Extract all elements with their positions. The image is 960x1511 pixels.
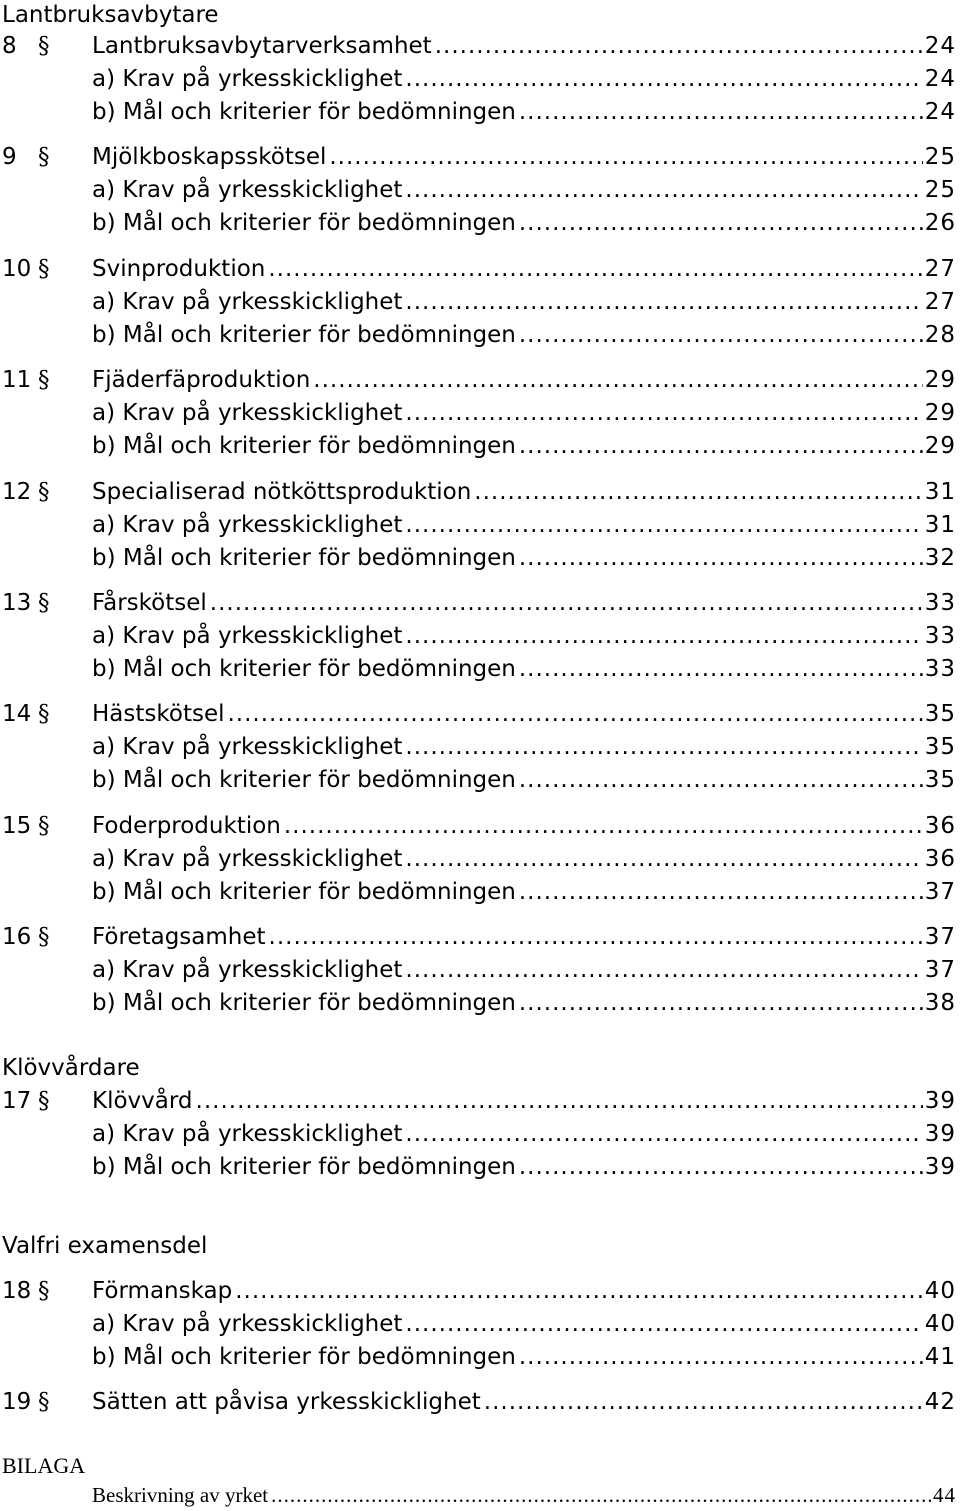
entry-number: 9 xyxy=(2,144,17,170)
dot-leader xyxy=(519,543,923,573)
page-number: 24 xyxy=(924,66,956,92)
dot-leader xyxy=(405,844,922,874)
toc-entry[interactable] xyxy=(2,142,956,172)
page-number: 44 xyxy=(933,1483,956,1507)
entry-title: Förmanskap xyxy=(92,1278,233,1304)
dot-leader xyxy=(405,1119,922,1149)
toc-subentry-b[interactable] xyxy=(2,543,956,573)
subentry-title: a) Krav på yrkesskicklighet xyxy=(92,400,403,426)
dot-leader xyxy=(271,1481,931,1509)
toc-subentry-b[interactable] xyxy=(2,320,956,350)
dot-leader xyxy=(519,1152,923,1182)
page-number: 29 xyxy=(924,367,956,393)
page-number: 29 xyxy=(924,400,956,426)
subentry-title: b) Mål och kriterier för bedömningen xyxy=(92,656,516,682)
entry-number: 11 xyxy=(2,367,32,393)
subentry-title: a) Krav på yrkesskicklighet xyxy=(92,66,403,92)
toc-subentry-a[interactable] xyxy=(2,1119,956,1149)
dot-leader xyxy=(196,1086,923,1116)
entry-title: Specialiserad nötköttsproduktion xyxy=(92,479,472,505)
entry-title: Svinproduktion xyxy=(92,256,266,282)
section-sign-icon: § xyxy=(38,144,50,170)
page-number: 35 xyxy=(924,767,956,793)
page-number: 27 xyxy=(924,289,956,315)
dot-leader xyxy=(519,97,923,127)
subentry-title: b) Mål och kriterier för bedömningen xyxy=(92,767,516,793)
dot-leader xyxy=(474,477,922,507)
dot-leader xyxy=(405,64,922,94)
toc-subentry-a[interactable] xyxy=(2,955,956,985)
section-sign-icon: § xyxy=(38,367,50,393)
subentry-title: b) Mål och kriterier för bedömningen xyxy=(92,1154,516,1180)
toc-entry[interactable] xyxy=(2,31,956,61)
dot-leader xyxy=(329,142,922,172)
page-number: 25 xyxy=(924,177,956,203)
toc-entry[interactable] xyxy=(2,254,956,284)
section-sign-icon: § xyxy=(38,701,50,727)
dot-leader xyxy=(435,31,923,61)
subentry-title: a) Krav på yrkesskicklighet xyxy=(92,512,403,538)
entry-number: 12 xyxy=(2,479,32,505)
section-sign-icon: § xyxy=(38,479,50,505)
toc-entry[interactable] xyxy=(2,922,956,952)
page-number: 41 xyxy=(924,1344,956,1370)
subentry-title: a) Krav på yrkesskicklighet xyxy=(92,177,403,203)
toc-subentry-b[interactable] xyxy=(2,1342,956,1372)
entry-number: 17 xyxy=(2,1088,32,1114)
toc-subentry-b[interactable] xyxy=(2,208,956,238)
appendix-entry[interactable] xyxy=(92,1481,956,1509)
toc-subentry-b[interactable] xyxy=(2,97,956,127)
toc-subentry-b[interactable] xyxy=(2,988,956,1018)
section-sign-icon: § xyxy=(38,256,50,282)
section-sign-icon: § xyxy=(38,1389,50,1415)
entry-number: 8 xyxy=(2,33,17,59)
toc-entry[interactable] xyxy=(2,1387,956,1417)
page-number: 35 xyxy=(924,734,956,760)
section-heading: Klövvårdare xyxy=(2,1055,140,1081)
page-number: 40 xyxy=(924,1278,956,1304)
entry-title: Företagsamhet xyxy=(92,924,266,950)
subentry-title: b) Mål och kriterier för bedömningen xyxy=(92,210,516,236)
subentry-title: a) Krav på yrkesskicklighet xyxy=(92,734,403,760)
dot-leader xyxy=(268,254,922,284)
subentry-title: b) Mål och kriterier för bedömningen xyxy=(92,1344,516,1370)
toc-subentry-a[interactable] xyxy=(2,287,956,317)
dot-leader xyxy=(519,877,923,907)
page-number: 31 xyxy=(924,479,956,505)
toc-entry[interactable] xyxy=(2,1086,956,1116)
toc-subentry-a[interactable] xyxy=(2,510,956,540)
dot-leader xyxy=(519,654,923,684)
toc-subentry-a[interactable] xyxy=(2,1309,956,1339)
dot-leader xyxy=(519,1342,923,1372)
page-number: 36 xyxy=(924,813,956,839)
toc-entry[interactable] xyxy=(2,588,956,618)
dot-leader xyxy=(519,320,923,350)
dot-leader xyxy=(405,732,922,762)
page-number: 39 xyxy=(924,1121,956,1147)
entry-title: Fårskötsel xyxy=(92,590,207,616)
toc-subentry-a[interactable] xyxy=(2,732,956,762)
section-sign-icon: § xyxy=(38,1278,50,1304)
dot-leader xyxy=(519,208,923,238)
appendix-heading: BILAGA xyxy=(2,1453,86,1478)
page-number: 25 xyxy=(924,144,956,170)
dot-leader xyxy=(405,621,922,651)
dot-leader xyxy=(235,1276,923,1306)
toc-entry[interactable] xyxy=(2,477,956,507)
toc-subentry-b[interactable] xyxy=(2,654,956,684)
section-sign-icon: § xyxy=(38,924,50,950)
page-number: 32 xyxy=(924,545,956,571)
subentry-title: a) Krav på yrkesskicklighet xyxy=(92,957,403,983)
section-sign-icon: § xyxy=(38,1088,50,1114)
page-number: 35 xyxy=(924,701,956,727)
entry-title: Sätten att påvisa yrkesskicklighet xyxy=(92,1389,481,1415)
entry-title: Foderproduktion xyxy=(92,813,281,839)
entry-title: Lantbruksavbytarverksamhet xyxy=(92,33,432,59)
dot-leader xyxy=(313,365,922,395)
entry-number: 14 xyxy=(2,701,32,727)
toc-subentry-a[interactable] xyxy=(2,621,956,651)
page-number: 39 xyxy=(924,1154,956,1180)
dot-leader xyxy=(269,922,923,952)
subentry-title: b) Mål och kriterier för bedömningen xyxy=(92,990,516,1016)
entry-number: 10 xyxy=(2,256,32,282)
page-number: 37 xyxy=(924,957,956,983)
entry-number: 13 xyxy=(2,590,32,616)
toc-entry[interactable] xyxy=(2,699,956,729)
page-number: 24 xyxy=(924,99,956,125)
entry-title: Mjölkboskapsskötsel xyxy=(92,144,327,170)
page-number: 24 xyxy=(924,33,956,59)
toc-subentry-a[interactable] xyxy=(2,175,956,205)
page-number: 37 xyxy=(924,924,956,950)
dot-leader xyxy=(405,510,922,540)
page-number: 37 xyxy=(924,879,956,905)
entry-number: 19 xyxy=(2,1389,32,1415)
subentry-title: b) Mål och kriterier för bedömningen xyxy=(92,322,516,348)
subentry-title: a) Krav på yrkesskicklighet xyxy=(92,846,403,872)
entry-title: Fjäderfäproduktion xyxy=(92,367,311,393)
entry-number: 15 xyxy=(2,813,32,839)
subentry-title: a) Krav på yrkesskicklighet xyxy=(92,289,403,315)
dot-leader xyxy=(284,811,923,841)
toc-entry[interactable] xyxy=(2,811,956,841)
dot-leader xyxy=(405,1309,922,1339)
dot-leader xyxy=(405,287,922,317)
page-number: 31 xyxy=(924,512,956,538)
page-number: 38 xyxy=(924,990,956,1016)
entry-title: Beskrivning av yrket xyxy=(92,1483,269,1507)
subentry-title: b) Mål och kriterier för bedömningen xyxy=(92,545,516,571)
dot-leader xyxy=(405,398,922,428)
page-number: 40 xyxy=(924,1311,956,1337)
toc-subentry-a[interactable] xyxy=(2,844,956,874)
toc-entry[interactable] xyxy=(2,1276,956,1306)
page-number: 26 xyxy=(924,210,956,236)
dot-leader xyxy=(210,588,923,618)
section-sign-icon: § xyxy=(38,33,50,59)
subentry-title: a) Krav på yrkesskicklighet xyxy=(92,1311,403,1337)
page-number: 33 xyxy=(924,656,956,682)
dot-leader xyxy=(519,765,923,795)
toc-subentry-b[interactable] xyxy=(2,765,956,795)
dot-leader xyxy=(484,1387,923,1417)
page-number: 28 xyxy=(924,322,956,348)
section-heading: Lantbruksavbytare xyxy=(2,2,219,28)
toc-subentry-a[interactable] xyxy=(2,398,956,428)
subentry-title: b) Mål och kriterier för bedömningen xyxy=(92,99,516,125)
page-number: 39 xyxy=(924,1088,956,1114)
page-number: 42 xyxy=(924,1389,956,1415)
subentry-title: a) Krav på yrkesskicklighet xyxy=(92,1121,403,1147)
dot-leader xyxy=(519,431,923,461)
dot-leader xyxy=(228,699,923,729)
section-heading: Valfri examensdel xyxy=(2,1233,208,1259)
dot-leader xyxy=(405,175,922,205)
entry-title: Klövvård xyxy=(92,1088,193,1114)
page-number: 33 xyxy=(924,590,956,616)
entry-number: 18 xyxy=(2,1278,32,1304)
entry-title: Hästskötsel xyxy=(92,701,225,727)
page-number: 33 xyxy=(924,623,956,649)
toc-subentry-b[interactable] xyxy=(2,877,956,907)
page-number: 27 xyxy=(924,256,956,282)
page-number: 36 xyxy=(924,846,956,872)
section-sign-icon: § xyxy=(38,813,50,839)
entry-number: 16 xyxy=(2,924,32,950)
subentry-title: b) Mål och kriterier för bedömningen xyxy=(92,879,516,905)
dot-leader xyxy=(519,988,923,1018)
toc-subentry-b[interactable] xyxy=(2,1152,956,1182)
toc-subentry-a[interactable] xyxy=(2,64,956,94)
toc-subentry-b[interactable] xyxy=(2,431,956,461)
toc-entry[interactable] xyxy=(2,365,956,395)
page-number: 29 xyxy=(924,433,956,459)
subentry-title: b) Mål och kriterier för bedömningen xyxy=(92,433,516,459)
dot-leader xyxy=(405,955,922,985)
section-sign-icon: § xyxy=(38,590,50,616)
subentry-title: a) Krav på yrkesskicklighet xyxy=(92,623,403,649)
